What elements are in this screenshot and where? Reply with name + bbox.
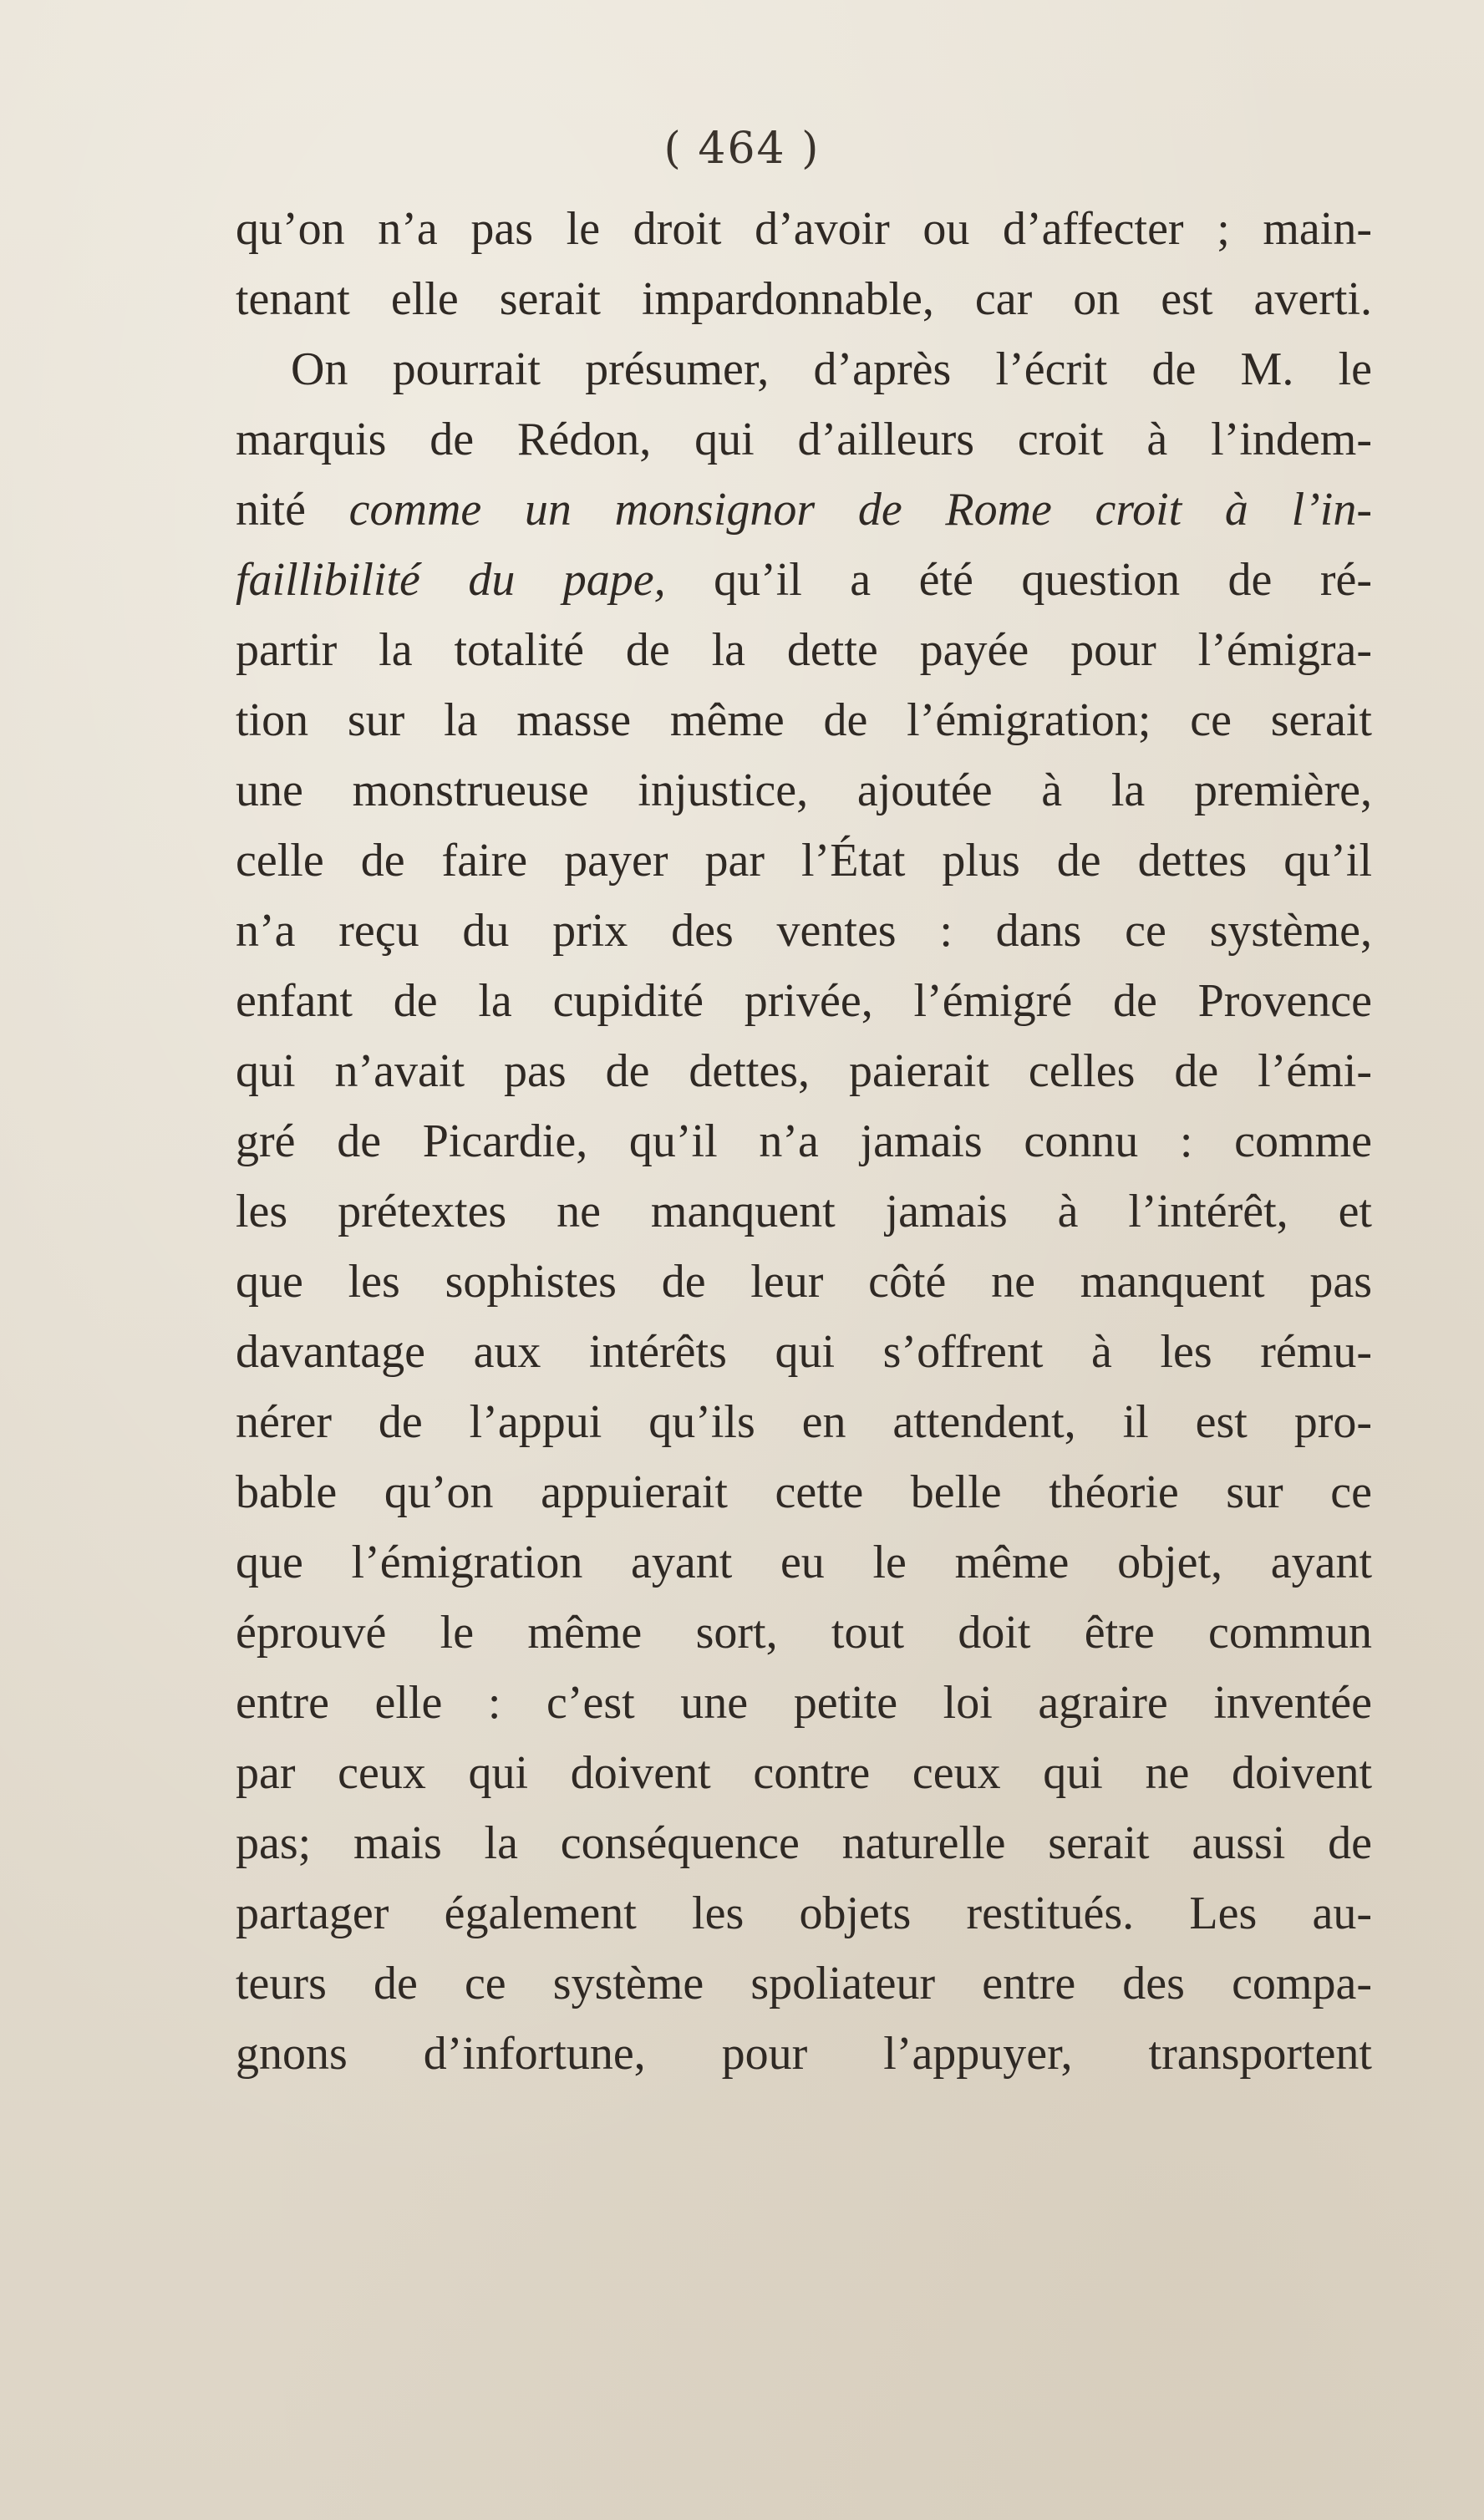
roman-text: On pourrait présumer, d’après l’écrit de M. le (291, 343, 1372, 395)
italic-text: faillibilité du pape, (236, 554, 666, 606)
text-line (236, 1457, 1372, 1527)
roman-text: partager également les objets restitués. Les au- (236, 1887, 1372, 1939)
text-line (236, 334, 1372, 404)
roman-text: tion sur la masse même de l’émigration; ce serait (236, 694, 1372, 746)
text-line (236, 1036, 1372, 1106)
roman-text: gnons d’infortune, pour l’appuyer, transportent (236, 2028, 1372, 2080)
text-line (236, 2019, 1372, 2089)
text-line (236, 1247, 1372, 1317)
text-line (236, 755, 1372, 826)
text-line (236, 1878, 1372, 1948)
roman-text: nérer de l’appui qu’ils en attendent, il est pro- (236, 1396, 1372, 1448)
page-number: ( 464 ) (663, 124, 821, 174)
roman-text: marquis de Rédon, qui d’ailleurs croit à l’indem- (236, 414, 1372, 465)
text-line (236, 896, 1372, 966)
text-line (236, 545, 1372, 615)
roman-text: celle de faire payer par l’État plus de dettes qu’il (236, 835, 1372, 887)
text-line (236, 1527, 1372, 1598)
italic-text: comme un monsignor de Rome croit à l’in- (348, 484, 1372, 536)
text-line (236, 1598, 1372, 1668)
roman-text: que l’émigration ayant eu le même objet, ayant (236, 1537, 1372, 1588)
roman-text: tenant elle serait impardonnable, car on est averti. (236, 273, 1372, 325)
roman-text: qu’il a été question de ré- (665, 554, 1372, 606)
text-line (236, 685, 1372, 755)
roman-text: enfant de la cupidité privée, l’émigré de Provence (236, 975, 1372, 1027)
text-line (236, 826, 1372, 896)
roman-text: teurs de ce système spoliateur entre des compa- (236, 1958, 1372, 2009)
text-line (236, 615, 1372, 685)
roman-text: bable qu’on appuierait cette belle théorie sur ce (236, 1466, 1372, 1518)
text-line (236, 1668, 1372, 1738)
text-line (236, 1738, 1372, 1808)
text-line (236, 194, 1372, 264)
roman-text: qu’on n’a pas le droit d’avoir ou d’affecter ; main- (236, 203, 1372, 255)
text-line (236, 1106, 1372, 1176)
roman-text: nité (236, 484, 349, 536)
text-line (236, 1387, 1372, 1457)
roman-text: une monstrueuse injustice, ajoutée à la première, (236, 765, 1372, 816)
text-line (236, 966, 1372, 1036)
text-line (236, 264, 1372, 334)
roman-text: gré de Picardie, qu’il n’a jamais connu : comme (236, 1115, 1372, 1167)
roman-text: les prétextes ne manquent jamais à l’intérêt, et (236, 1186, 1372, 1237)
roman-text: entre elle : c’est une petite loi agraire inventée (236, 1677, 1372, 1729)
roman-text: partir la totalité de la dette payée pour l’émigra- (236, 624, 1372, 676)
roman-text: que les sophistes de leur côté ne manquent pas (236, 1256, 1372, 1308)
text-line (236, 404, 1372, 475)
body-text (236, 194, 1372, 2089)
roman-text: par ceux qui doivent contre ceux qui ne doivent (236, 1747, 1372, 1799)
roman-text: qui n’avait pas de dettes, paierait celles de l’émi- (236, 1045, 1372, 1097)
roman-text: pas; mais la conséquence naturelle serait aussi de (236, 1817, 1372, 1869)
text-line (236, 1808, 1372, 1878)
roman-text: éprouvé le même sort, tout doit être commun (236, 1607, 1372, 1659)
roman-text: davantage aux intérêts qui s’offrent à les rému- (236, 1326, 1372, 1378)
roman-text: n’a reçu du prix des ventes : dans ce système, (236, 905, 1372, 957)
text-line (236, 1176, 1372, 1247)
text-line (236, 1948, 1372, 2019)
text-line (236, 1317, 1372, 1387)
text-line (236, 475, 1372, 545)
